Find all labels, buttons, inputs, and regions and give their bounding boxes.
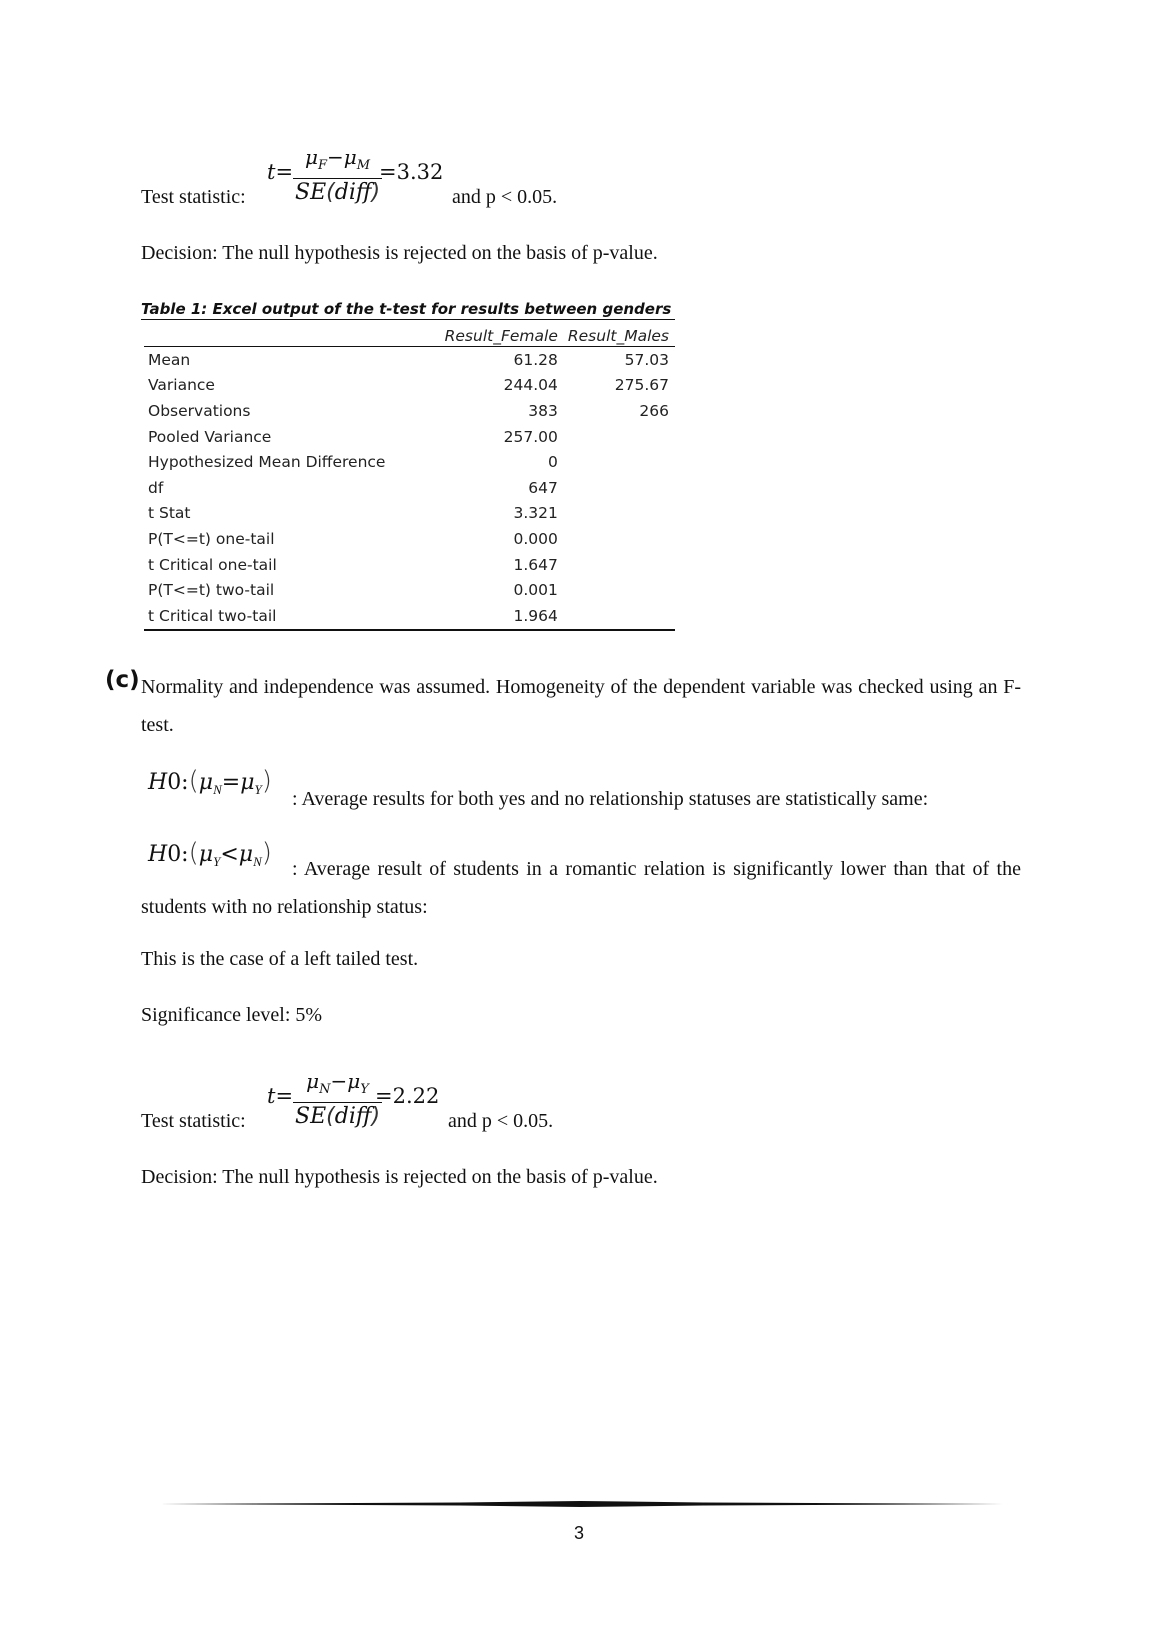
h1-equation: $H0:(\mu_Y<\mu_N)$: [148, 838, 272, 869]
row-label: t Critical two-tail: [144, 603, 419, 630]
tail-text: This is the case of a left tailed test.: [141, 948, 419, 970]
row-label: t Critical one-tail: [148, 555, 277, 574]
cell-value: [564, 475, 675, 501]
ttest-table: [144, 325, 675, 631]
row-label: P(T<=t) two-tail: [148, 581, 275, 600]
cell-value: 3.321: [513, 504, 558, 523]
footer-rule: [160, 1501, 1003, 1507]
cell-value: 275.67: [614, 376, 669, 395]
formula-fraction-c: [293, 1069, 382, 1131]
section-c-intro: Normality and independence was assumed. Homogeneity of the dependent variable was checked using an F-test.: [141, 676, 1021, 736]
cell-value: 1.964: [419, 603, 563, 630]
h0-description: : Average results for both yes and no relationship statuses are statistically same:: [292, 788, 929, 810]
table-row: [144, 603, 675, 630]
formula-numerator: $\mu_F-\mu_M$: [304, 145, 371, 173]
cell-value: 57.03: [624, 350, 669, 369]
section-c-label: (c): [105, 667, 140, 693]
row-label: Variance: [148, 376, 215, 395]
cell-value: [564, 424, 675, 450]
formula-denominator: SE(diff): [295, 180, 381, 205]
p-value-text-c: and p < 0.05.: [448, 1110, 554, 1132]
cell-value: 244.04: [503, 376, 558, 395]
table-header-row: [144, 325, 675, 347]
row-label: Pooled Variance: [148, 427, 272, 446]
formula-result: =3.32: [379, 160, 444, 184]
cell-value: 257.00: [503, 427, 558, 446]
table-top-rule: [141, 319, 675, 320]
table-row: [144, 475, 675, 501]
cell-value: [564, 552, 675, 578]
table-row: [144, 373, 675, 399]
t-equals-c: t=: [267, 1084, 294, 1108]
cell-value: 647: [528, 478, 558, 497]
test-statistic-label-c: Test statistic:: [141, 1110, 246, 1132]
row-label: Hypothesized Mean Difference: [148, 453, 386, 472]
t-equals: t=: [267, 160, 294, 184]
h1-description: : Average result of students in a romantic relation is significantly lower than that of the students with no relationship status:: [141, 858, 1021, 918]
formula-fraction: [293, 145, 382, 207]
table-row: [144, 501, 675, 527]
decision-text: Decision: The null hypothesis is rejected on the basis of p-value.: [141, 242, 658, 264]
cell-value: 61.28: [513, 350, 558, 369]
decision-text-c: Decision: The null hypothesis is rejected on the basis of p-value.: [141, 1166, 658, 1188]
row-label: Mean: [148, 350, 191, 369]
cell-value: [564, 603, 675, 630]
significance-text: Significance level: 5%: [141, 1004, 323, 1026]
table-row: [144, 424, 675, 450]
h0-equation: $H0:(\mu_N=\mu_Y)$: [148, 766, 272, 797]
cell-value: 266: [639, 401, 669, 420]
cell-value: 0.001: [513, 581, 558, 600]
cell-value: [564, 577, 675, 603]
cell-value: 0: [547, 453, 558, 472]
table-row: [144, 552, 675, 578]
table-header-cell: Result_Males: [564, 325, 675, 347]
formula-result-c: =2.22: [375, 1084, 440, 1108]
cell-value: [564, 449, 675, 475]
row-label: df: [148, 478, 164, 497]
row-label: P(T<=t) one-tail: [148, 529, 275, 548]
table-row: [144, 526, 675, 552]
cell-value: 0.000: [513, 529, 558, 548]
cell-value: 383: [528, 401, 558, 420]
cell-value: [564, 501, 675, 527]
test-statistic-label: Test statistic:: [141, 186, 246, 208]
page-number: 3: [573, 1523, 584, 1543]
table-row: [144, 577, 675, 603]
formula-denominator-c: SE(diff): [295, 1104, 381, 1129]
cell-value: 1.647: [513, 555, 558, 574]
table-header-cell: [144, 325, 419, 347]
p-value-text: and p < 0.05.: [452, 186, 558, 208]
row-label: t Stat: [148, 504, 191, 523]
table-row: [144, 347, 675, 373]
table-caption: Table 1: Excel output of the t-test for results between genders: [141, 300, 672, 318]
table-row: [144, 398, 675, 424]
formula-numerator-c: $\mu_N-\mu_Y$: [306, 1069, 369, 1097]
row-label: Observations: [148, 401, 251, 420]
table-row: [144, 449, 675, 475]
cell-value: [564, 526, 675, 552]
table-header-cell: Result_Female: [419, 325, 563, 347]
